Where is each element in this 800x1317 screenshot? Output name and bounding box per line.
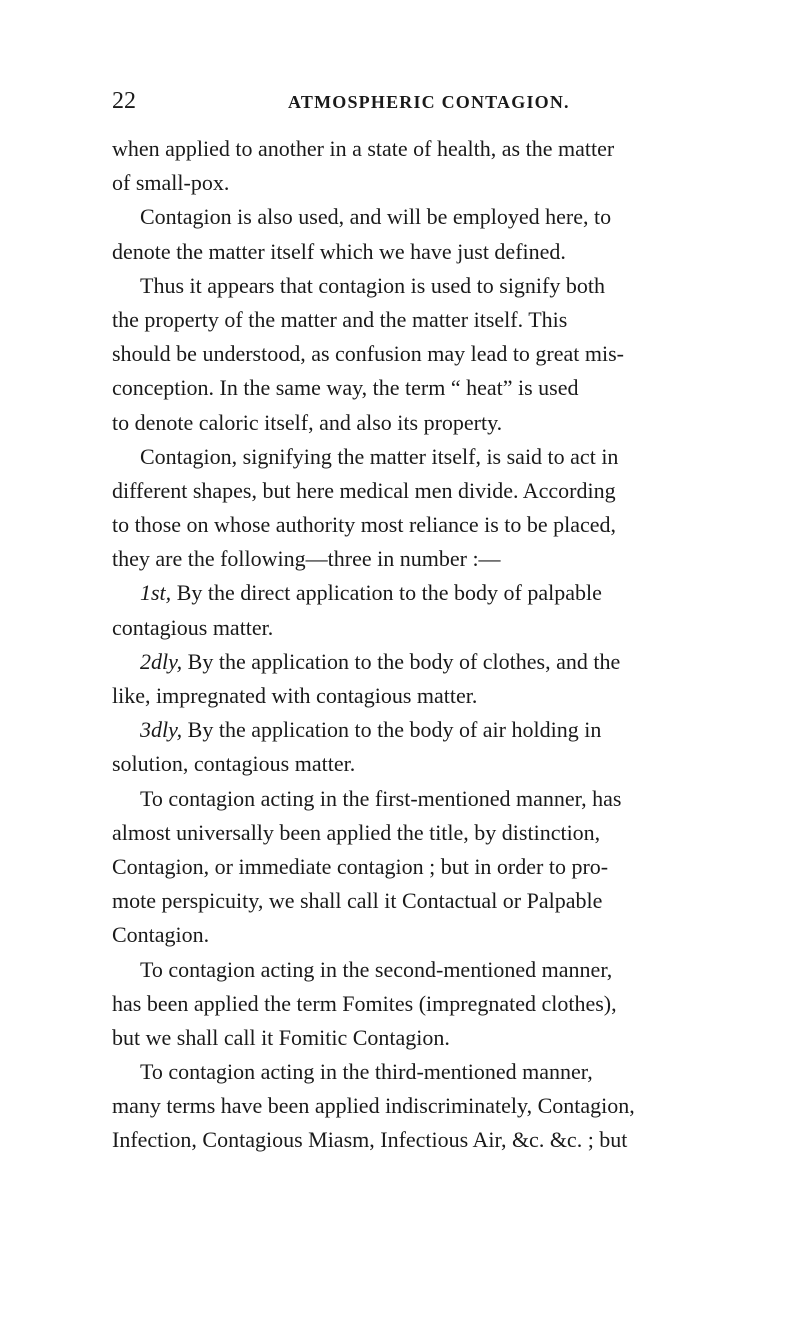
enumerator: 2dly,: [140, 648, 183, 674]
text-line: the property of the matter and the matter itself. This: [112, 306, 568, 332]
text-line: conception. In the same way, the term “ heat” is used: [112, 375, 579, 401]
list-item-third: 3dly, By the application to the body of air holding in: [140, 717, 602, 743]
text-line: different shapes, but here medical men divide. According: [112, 477, 616, 503]
list-item-first: 1st, By the direct application to the body of palpable: [140, 580, 602, 606]
text-line: has been applied the term Fomites (impregnated clothes),: [112, 990, 617, 1016]
enumerator: 3dly,: [140, 717, 183, 743]
text-line: when applied to another in a state of health, as the matter: [112, 136, 615, 161]
page-header: [112, 86, 712, 116]
text-line: almost universally been applied the title, by distinction,: [112, 819, 601, 845]
text-line: Contagion, or immediate contagion ; but in order to pro-: [112, 853, 609, 879]
text-line: like, impregnated with contagious matter.: [112, 683, 478, 708]
body-text: [112, 132, 712, 1158]
text-line: to those on whose authority most reliance is to be placed,: [112, 512, 617, 538]
text-line: they are the following—three in number :—: [112, 546, 501, 572]
text-line: of small-pox.: [112, 170, 230, 196]
enumerator: 1st,: [140, 580, 172, 606]
text-line: but we shall call it Fomitic Contagion.: [112, 1024, 450, 1050]
text-line: mote perspicuity, we shall call it Contactual or Palpable: [112, 888, 603, 914]
text-line: To contagion acting in the third-mentioned manner,: [140, 1059, 593, 1085]
text-line: Contagion.: [112, 922, 210, 948]
text-line: To contagion acting in the first-mentioned manner, has: [140, 785, 622, 811]
text-line: Thus it appears that contagion is used to signify both: [140, 272, 605, 298]
list-item-second: 2dly, By the application to the body of clothes, and the: [140, 648, 621, 674]
text-line: To contagion acting in the second-mentioned manner,: [140, 956, 613, 982]
text-line: many terms have been applied indiscriminately, Contagion,: [112, 1093, 635, 1119]
text-line: to denote caloric itself, and also its property.: [112, 409, 503, 435]
text-line: solution, contagious matter.: [112, 751, 356, 777]
running-head: ATMOSPHERIC CONTAGION.: [288, 92, 570, 112]
text-line: should be understood, as confusion may lead to great mis-: [112, 341, 625, 367]
text-line: contagious matter.: [112, 614, 274, 640]
text-line: Infection, Contagious Miasm, Infectious Air, &c. &c. ; but: [112, 1127, 628, 1153]
page-number: 22: [112, 88, 136, 114]
text-line: Contagion is also used, and will be employed here, to: [140, 204, 612, 230]
text-line: Contagion, signifying the matter itself, is said to act in: [140, 443, 619, 469]
text-line: denote the matter itself which we have just defined.: [112, 238, 566, 264]
